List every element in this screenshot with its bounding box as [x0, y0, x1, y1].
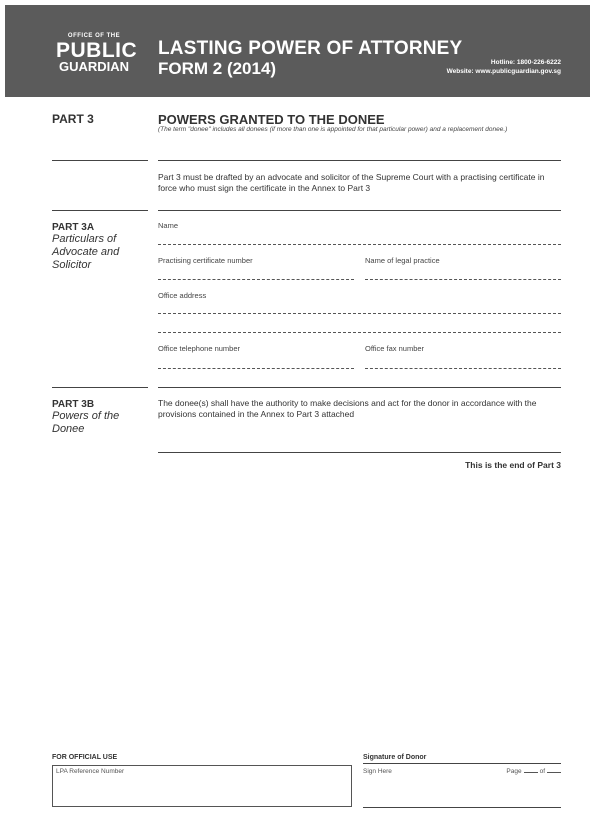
website-text: Website: www.publicguardian.gov.sg — [446, 68, 561, 75]
signature-title: Signature of Donor — [363, 754, 427, 761]
header-contact — [447, 58, 561, 76]
part3b-left-divider — [52, 387, 148, 388]
part3b-desc-2: Donee — [52, 423, 85, 435]
part3-right-divider — [158, 160, 561, 161]
part3a-heading — [52, 222, 152, 272]
page-total-field[interactable] — [547, 772, 561, 773]
form-number: FORM 2 (2014) — [158, 59, 277, 78]
practising-cert-field[interactable] — [158, 279, 354, 280]
hotline-text: Hotline: 1800-226-6222 — [490, 59, 561, 66]
legal-practice-field[interactable] — [365, 279, 561, 280]
signature-line[interactable] — [363, 807, 561, 808]
office-address-field-1[interactable] — [158, 313, 561, 314]
logo-office-text: OFFICE OF THE — [67, 33, 121, 39]
office-tel-label: Office telephone number — [158, 344, 240, 353]
office-tel-field[interactable] — [158, 368, 354, 369]
logo-guardian-text: GUARDIAN — [58, 59, 130, 74]
part3a-right-divider — [158, 210, 561, 211]
page-text: Page — [506, 768, 522, 775]
part3b-label: PART 3B — [52, 399, 95, 410]
page-of-label — [506, 768, 561, 775]
part3a-desc-1: Particulars of — [52, 233, 117, 245]
logo-public-text: PUBLIC — [56, 39, 138, 62]
of-text: of — [539, 768, 545, 775]
sign-here-label: Sign Here — [363, 768, 392, 775]
part3a-desc-2: Advocate and — [52, 246, 120, 258]
part3a-left-divider — [52, 210, 148, 211]
part3b-heading — [52, 399, 152, 436]
end-of-part-text: This is the end of Part 3 — [465, 460, 561, 470]
lpa-reference-label: LPA Reference Number — [56, 768, 125, 775]
part3-note: (The term "donee" includes all donees (if more than one is appointed for that particular power) and a replacement donee.) — [158, 126, 508, 133]
legal-practice-label: Name of legal practice — [365, 256, 440, 265]
part3-label: PART 3 — [52, 112, 94, 126]
office-fax-label: Office fax number — [365, 344, 425, 353]
office-fax-field[interactable] — [365, 368, 561, 369]
part3a-desc-3: Solicitor — [52, 259, 92, 271]
part3-left-divider — [52, 160, 148, 161]
part3-title: POWERS GRANTED TO THE DONEE — [158, 112, 385, 127]
part3b-right-divider — [158, 387, 561, 388]
official-use-label: FOR OFFICIAL USE — [52, 754, 118, 761]
part3a-label: PART 3A — [52, 222, 95, 233]
part3b-bottom-divider — [158, 452, 561, 453]
office-address-label: Office address — [158, 291, 207, 300]
signature-top-line — [363, 763, 561, 764]
drafting-note: Part 3 must be drafted by an advocate and solicitor of the Supreme Court with a practising certificate in force who must sign the certificate in the Annex to Part 3 — [158, 172, 545, 193]
part3b-desc-1: Powers of the — [52, 410, 120, 422]
name-label: Name — [158, 221, 179, 230]
part3b-text: The donee(s) shall have the authority to make decisions and act for the donor in accordance with the provisions contained in the Annex to Part 3 attached — [158, 398, 537, 419]
name-field[interactable] — [158, 244, 561, 245]
form-title: LASTING POWER OF ATTORNEY — [158, 38, 463, 59]
office-address-field-2[interactable] — [158, 332, 561, 333]
practising-cert-label: Practising certificate number — [158, 256, 253, 265]
page-number-field[interactable] — [524, 772, 538, 773]
